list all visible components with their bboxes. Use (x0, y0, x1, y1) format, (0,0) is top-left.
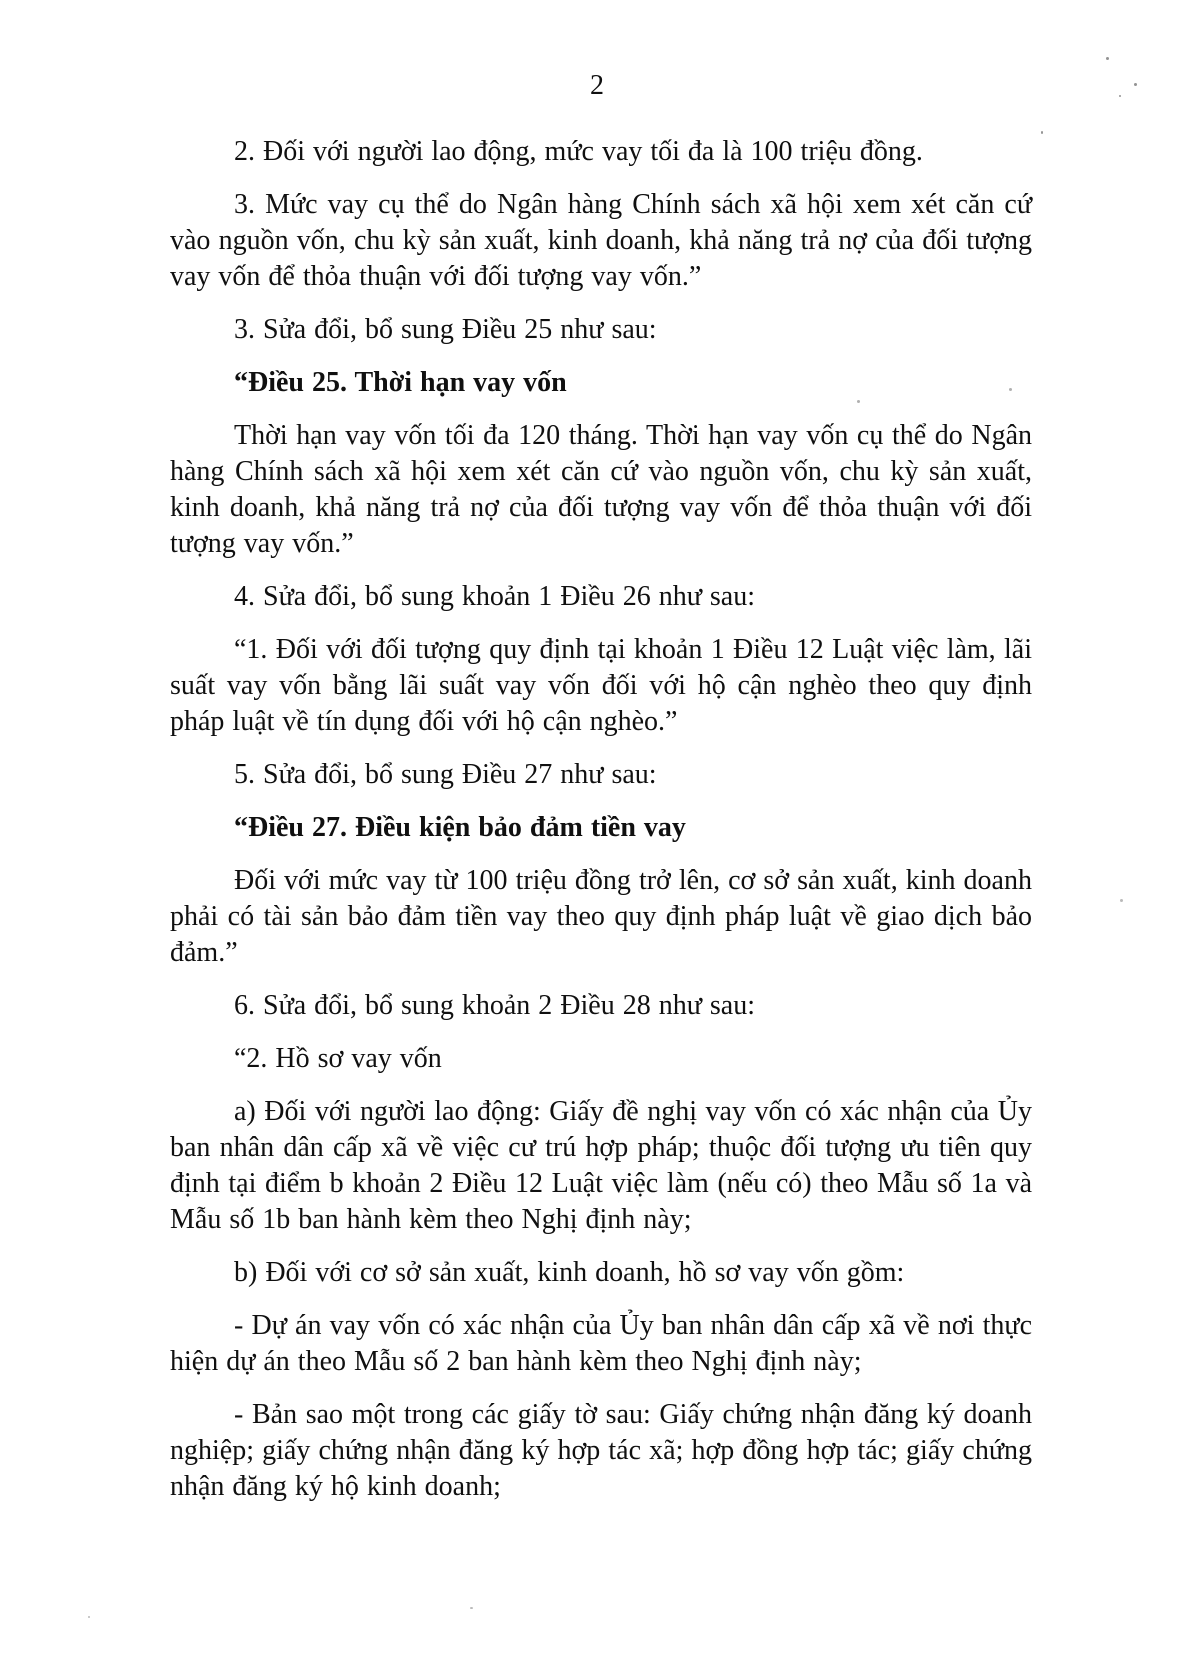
scan-speckle (1106, 57, 1109, 60)
article-27-body: Đối với mức vay từ 100 triệu đồng trở lên, cơ sở sản xuất, kinh doanh phải có tài sản bảo đảm tiền vay theo quy định pháp luật về giao dịch bảo đảm.” (170, 865, 1032, 968)
amendment-6-intro: 6. Sửa đổi, bổ sung khoản 2 Điều 28 như sau: (234, 990, 755, 1021)
clause-2-loan-dossier-heading: “2. Hồ sơ vay vốn (234, 1043, 442, 1074)
scan-speckle (88, 1616, 90, 1618)
amendment-3-intro: 3. Sửa đổi, bổ sung Điều 25 như sau: (234, 314, 657, 345)
scan-speckle (1120, 899, 1123, 902)
article-27-heading: “Điều 27. Điều kiện bảo đảm tiền vay (234, 812, 686, 843)
scan-speckle (1134, 83, 1137, 86)
scan-speckle (857, 400, 860, 403)
dossier-item-certificates: - Bản sao một trong các giấy tờ sau: Giấy chứng nhận đăng ký doanh nghiệp; giấy chứng nhận đăng ký hợp tác xã; hợp đồng hợp tác; giấy chứng nhận đăng ký hộ kinh doanh; (170, 1399, 1032, 1502)
amendment-5-intro: 5. Sửa đổi, bổ sung Điều 27 như sau: (234, 759, 657, 790)
scan-speckle (1119, 95, 1121, 97)
scan-speckle (470, 1607, 473, 1609)
amendment-4-intro: 4. Sửa đổi, bổ sung khoản 1 Điều 26 như sau: (234, 581, 755, 612)
dossier-item-project: - Dự án vay vốn có xác nhận của Ủy ban nhân dân cấp xã về nơi thực hiện dự án theo Mẫu số 2 ban hành kèm theo Nghị định này; (170, 1310, 1032, 1377)
document-body (170, 134, 1032, 1522)
clause-2-max-loan: 2. Đối với người lao động, mức vay tối đa là 100 triệu đồng. (234, 136, 923, 167)
article-25-body: Thời hạn vay vốn tối đa 120 tháng. Thời hạn vay vốn cụ thể do Ngân hàng Chính sách xã hội xem xét căn cứ vào nguồn vốn, chu kỳ sản xuất, kinh doanh, khả năng trả nợ của đối tượng vay vốn để thỏa thuận với đối tượng vay vốn.” (170, 420, 1032, 559)
point-b-business-dossier: b) Đối với cơ sở sản xuất, kinh doanh, hồ sơ vay vốn gồm: (234, 1257, 905, 1288)
page-number: 2 (590, 70, 604, 101)
point-a-worker-dossier: a) Đối với người lao động: Giấy đề nghị vay vốn có xác nhận của Ủy ban nhân dân cấp xã về việc cư trú hợp pháp; thuộc đối tượng ưu tiên quy định tại điểm b khoản 2 Điều 12 Luật việc làm (nếu có) theo Mẫu số 1a và Mẫu số 1b ban hành kèm theo Nghị định này; (170, 1096, 1032, 1235)
clause-3-specific-loan: 3. Mức vay cụ thể do Ngân hàng Chính sách xã hội xem xét căn cứ vào nguồn vốn, chu kỳ sản xuất, kinh doanh, khả năng trả nợ của đối tượng vay vốn để thỏa thuận với đối tượng vay vốn.” (170, 189, 1032, 292)
article-26-clause-1-body: “1. Đối với đối tượng quy định tại khoản 1 Điều 12 Luật việc làm, lãi suất vay vốn bằng lãi suất vay vốn đối với hộ cận nghèo theo quy định pháp luật về tín dụng đối với hộ cận nghèo.” (170, 634, 1032, 737)
scan-speckle (1041, 131, 1043, 134)
article-25-heading: “Điều 25. Thời hạn vay vốn (234, 367, 567, 398)
scan-speckle (1009, 388, 1012, 391)
